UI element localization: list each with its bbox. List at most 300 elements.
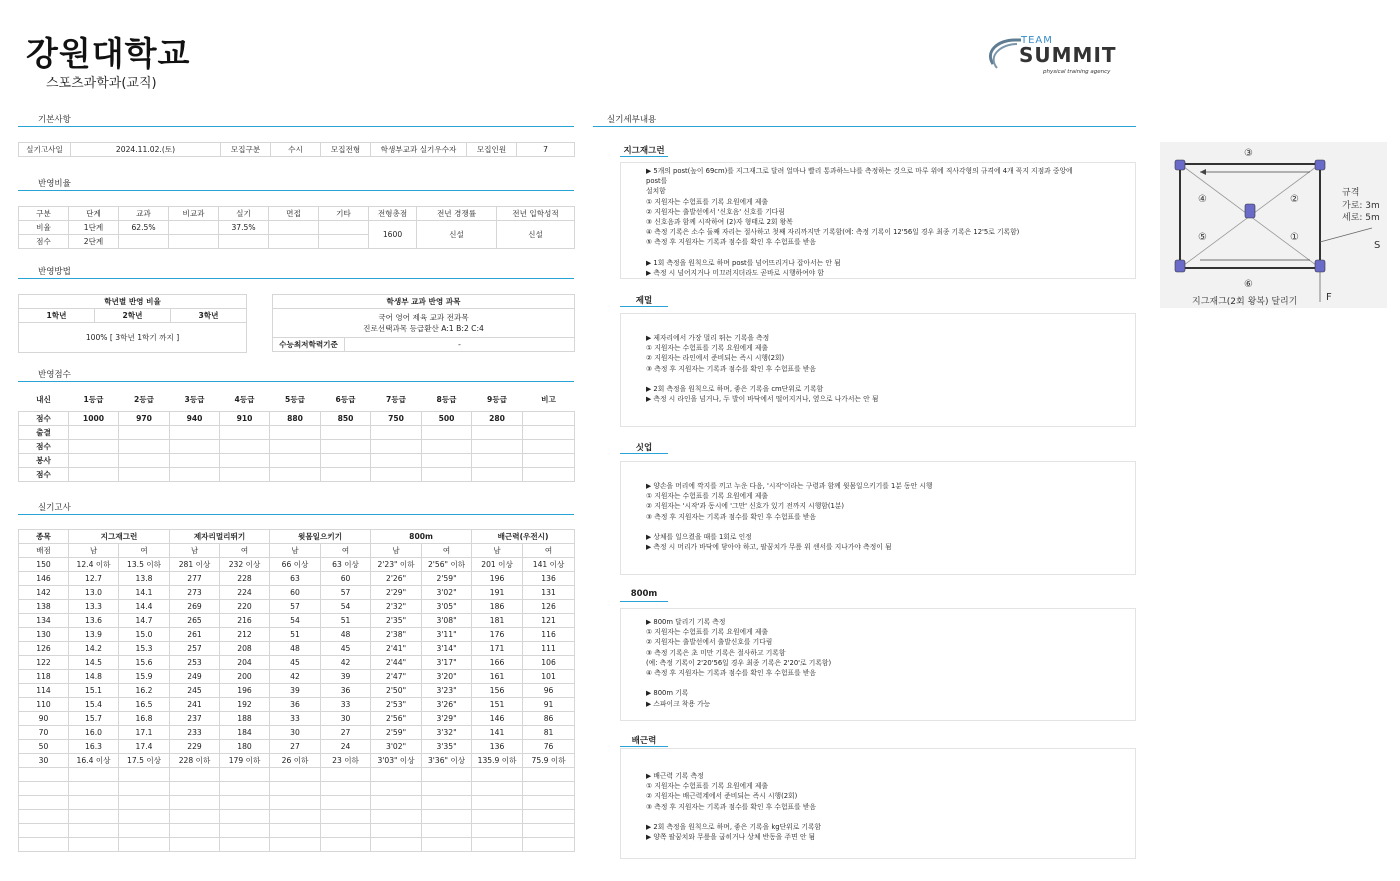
score-cell — [69, 439, 119, 453]
exam-cell: 233 — [170, 726, 220, 740]
diagram-spec-title: 규격 — [1342, 188, 1360, 198]
score-cell — [371, 425, 422, 439]
exam-empty-cell — [523, 782, 575, 796]
exam-cell: 12.7 — [69, 572, 119, 586]
ratio-row — [19, 221, 575, 235]
detail-line: post를 — [646, 177, 668, 186]
ratio-grade: 신설 — [497, 221, 575, 249]
detail-line: ① 지원자는 수험표를 기록 요원에게 제출 — [646, 492, 768, 501]
score-header: 5등급 — [285, 395, 305, 405]
exam-row — [19, 754, 575, 768]
exam-cell: 23 이하 — [321, 754, 371, 768]
exam-cell: 90 — [19, 712, 69, 726]
ratio-header: 전년 입학성적 — [497, 207, 575, 221]
diagram-spec-height: 세로: 5m — [1342, 213, 1380, 223]
score-cell — [422, 425, 472, 439]
exam-empty-cell — [119, 782, 170, 796]
exam-cell: 3'08" — [422, 614, 472, 628]
basic-quota: 7 — [517, 143, 575, 157]
ratio-header: 전형총점 — [369, 207, 417, 221]
detail-line: ① 지원자는 수험표를 기록 요원에게 제출 — [646, 628, 768, 637]
exam-sub-header: 남 — [371, 544, 422, 558]
exam-empty-cell — [69, 838, 119, 852]
exam-empty-cell — [119, 838, 170, 852]
score-cell: 봉사 — [19, 453, 69, 467]
exam-empty-cell — [270, 810, 321, 824]
exam-empty-cell — [119, 810, 170, 824]
exam-empty-cell — [472, 782, 523, 796]
exam-cell: 3'02" — [422, 586, 472, 600]
exam-cell: 224 — [220, 586, 270, 600]
exam-cell: 281 이상 — [170, 558, 220, 572]
method-subjects: 국어 영어 제육 교과 전과목 — [378, 313, 469, 322]
exam-cell: 3'35" — [422, 740, 472, 754]
exam-cell: 101 — [523, 670, 575, 684]
exam-cell: 3'20" — [422, 670, 472, 684]
exam-sub-header: 여 — [321, 544, 371, 558]
department-subtitle: 스포츠과학과(교직) — [46, 76, 157, 91]
exam-empty-cell — [422, 796, 472, 810]
ratio-cell — [169, 221, 219, 235]
exam-cell: 13.6 — [69, 614, 119, 628]
exam-cell: 142 — [19, 586, 69, 600]
exam-event-row — [19, 530, 575, 544]
score-cell — [321, 425, 371, 439]
ratio-cell: 비율 — [19, 221, 69, 235]
exam-cell: 16.2 — [119, 684, 170, 698]
diagram-finish-label: F — [1326, 292, 1332, 303]
basic-label-track: 모집전형 — [321, 143, 371, 157]
exam-cell: 15.4 — [69, 698, 119, 712]
exam-empty-cell — [220, 838, 270, 852]
exam-sub-header: 여 — [523, 544, 575, 558]
exam-empty-cell — [119, 796, 170, 810]
exam-empty-cell — [371, 782, 422, 796]
exam-cell: 48 — [321, 628, 371, 642]
method-csat-value: - — [345, 338, 575, 352]
method-year-table — [18, 294, 247, 353]
exam-empty-cell — [523, 824, 575, 838]
exam-cell: 2'23" 이하 — [371, 558, 422, 572]
exam-empty-cell — [220, 824, 270, 838]
logo-name-text: SUMMIT — [1019, 43, 1117, 67]
exam-empty-cell — [19, 782, 69, 796]
detail-line: ⑤ 측정 후 지원자는 기록과 점수를 확인 후 수험표를 받음 — [646, 238, 816, 247]
detail-line: ▶ 측정 시 머리가 바닥에 닿아야 하고, 팔꿈치가 무릎 위 센서를 지나가야 측정이 됨 — [646, 543, 892, 552]
exam-empty-cell — [170, 782, 220, 796]
detail-line: ④ 측정 기록은 소수 둘째 자리는 절사하고 첫째 자리까지만 기록함(예: 측정 기록이 12'56일 경우 최종 기록은 12'5로 기록함) — [646, 228, 1020, 237]
ratio-cell: 1단계 — [69, 221, 119, 235]
exam-cell: 15.1 — [69, 684, 119, 698]
exam-sub-row — [19, 544, 575, 558]
section-basic: 기본사항 — [18, 113, 574, 127]
logo-team-text: TEAM — [1021, 35, 1053, 46]
exam-empty-cell — [523, 810, 575, 824]
score-row — [19, 453, 575, 467]
diagram-label-5: ⑤ — [1198, 232, 1207, 243]
exam-cell: 181 — [472, 614, 523, 628]
exam-empty-cell — [220, 810, 270, 824]
university-title: 강원대학교 — [26, 34, 191, 73]
exam-cell: 30 — [19, 754, 69, 768]
diagram-spec-width: 가로: 3m — [1342, 201, 1380, 211]
exam-empty-cell — [321, 838, 371, 852]
score-cell — [523, 467, 575, 481]
logo-tagline-text: physical training agency — [1043, 69, 1111, 75]
exam-cell: 63 이상 — [321, 558, 371, 572]
score-cell: 850 — [321, 411, 371, 425]
exam-row — [19, 642, 575, 656]
detail-title: 배근력 — [620, 734, 668, 747]
exam-cell: 63 — [270, 572, 321, 586]
exam-empty-row — [19, 810, 575, 824]
basic-label-date: 실기고사일 — [19, 143, 71, 157]
basic-table — [18, 142, 575, 157]
exam-cell: 161 — [472, 670, 523, 684]
score-cell — [170, 439, 220, 453]
exam-cell: 131 — [523, 586, 575, 600]
exam-cell: 179 이하 — [220, 754, 270, 768]
ratio-cell — [269, 221, 319, 235]
exam-cell: 3'05" — [422, 600, 472, 614]
exam-cell: 2'29" — [371, 586, 422, 600]
diagram-label-3: ③ — [1244, 148, 1253, 159]
ratio-header: 교과 — [119, 207, 169, 221]
exam-cell: 45 — [270, 656, 321, 670]
detail-line: ① 지원자는 수험표를 기록 요원에게 제출 — [646, 782, 768, 791]
ratio-cell — [319, 235, 369, 249]
exam-cell: 3'23" — [422, 684, 472, 698]
detail-line: ③ 측정 후 지원자는 기록과 점수를 확인 후 수험표를 받음 — [646, 512, 816, 521]
exam-cell: 2'50" — [371, 684, 422, 698]
exam-empty-cell — [371, 838, 422, 852]
exam-cell: 3'36" 이상 — [422, 754, 472, 768]
exam-cell: 228 이하 — [170, 754, 220, 768]
score-cell: 점수 — [19, 411, 69, 425]
detail-text — [646, 481, 1134, 552]
exam-cell: 42 — [270, 670, 321, 684]
exam-cell: 2'35" — [371, 614, 422, 628]
score-cell: 940 — [170, 411, 220, 425]
exam-cell: 3'29" — [422, 712, 472, 726]
exam-cell: 36 — [270, 698, 321, 712]
ratio-header: 단계 — [69, 207, 119, 221]
exam-cell: 186 — [472, 600, 523, 614]
score-cell — [371, 467, 422, 481]
score-cell — [321, 453, 371, 467]
exam-table — [18, 529, 575, 852]
exam-cell: 138 — [19, 600, 69, 614]
ratio-table — [18, 206, 575, 249]
score-cell — [422, 453, 472, 467]
exam-cell: 60 — [321, 572, 371, 586]
exam-cell: 39 — [321, 670, 371, 684]
exam-event-header: 제자리멀리뛰기 — [170, 530, 270, 544]
exam-cell: 121 — [523, 614, 575, 628]
exam-row — [19, 558, 575, 572]
exam-cell: 269 — [170, 600, 220, 614]
exam-cell: 54 — [321, 600, 371, 614]
detail-line: 설치함 — [646, 187, 666, 196]
exam-cell: 166 — [472, 656, 523, 670]
exam-cell: 150 — [19, 558, 69, 572]
exam-empty-cell — [170, 824, 220, 838]
exam-sub-header: 여 — [422, 544, 472, 558]
exam-cell: 110 — [19, 698, 69, 712]
exam-cell: 114 — [19, 684, 69, 698]
ratio-cell — [169, 235, 219, 249]
exam-cell: 257 — [170, 642, 220, 656]
exam-empty-cell — [119, 824, 170, 838]
detail-line: ① 지원자는 수험표를 기록 요원에게 제출 — [646, 344, 768, 353]
exam-cell: 24 — [321, 740, 371, 754]
score-cell — [523, 453, 575, 467]
score-table — [18, 389, 575, 482]
score-row — [19, 467, 575, 481]
score-header: 3등급 — [184, 395, 205, 405]
method-ratio-text: 100% [ 3학년 1학기 까지 ] — [19, 323, 247, 353]
exam-empty-cell — [170, 768, 220, 782]
detail-line: ▶ 2회 측정을 원칙으로 하며, 좋은 기록을 cm단위로 기록함 — [646, 384, 824, 393]
section-score: 반영점수 — [18, 368, 574, 382]
exam-cell: 13.5 이하 — [119, 558, 170, 572]
exam-cell: 26 이하 — [270, 754, 321, 768]
ratio-cell: 62.5% — [119, 221, 169, 235]
detail-line: ② 지원자는 라인에서 준비되는 즉시 시행(2회) — [646, 354, 785, 363]
score-cell — [220, 439, 270, 453]
exam-cell: 2'53" — [371, 698, 422, 712]
method-year: 3학년 — [171, 309, 247, 323]
exam-cell: 2'32" — [371, 600, 422, 614]
score-header: 비고 — [541, 395, 556, 405]
exam-cell: 15.7 — [69, 712, 119, 726]
exam-cell: 13.0 — [69, 586, 119, 600]
exam-empty-row — [19, 824, 575, 838]
basic-row — [19, 143, 575, 157]
exam-cell: 17.1 — [119, 726, 170, 740]
exam-cell: 14.1 — [119, 586, 170, 600]
score-header: 내신 — [36, 395, 51, 405]
exam-empty-cell — [523, 838, 575, 852]
exam-empty-cell — [321, 768, 371, 782]
exam-row — [19, 684, 575, 698]
exam-cell: 3'26" — [422, 698, 472, 712]
exam-cell: 42 — [321, 656, 371, 670]
exam-cell: 200 — [220, 670, 270, 684]
exam-cell: 3'11" — [422, 628, 472, 642]
exam-sub-header: 여 — [119, 544, 170, 558]
exam-empty-cell — [371, 768, 422, 782]
exam-empty-cell — [69, 782, 119, 796]
score-header: 9등급 — [487, 395, 507, 405]
exam-cell: 30 — [321, 712, 371, 726]
detail-line: ▶ 스파이크 착용 가능 — [646, 699, 711, 708]
detail-line: ▶ 상체를 일으켰을 때를 1회로 인정 — [646, 532, 752, 541]
exam-empty-row — [19, 838, 575, 852]
exam-cell: 191 — [472, 586, 523, 600]
exam-cell: 96 — [523, 684, 575, 698]
detail-line: ④ 측정 후 지원자는 기록과 점수를 확인 후 수험표를 받음 — [646, 668, 816, 677]
exam-cell: 14.4 — [119, 600, 170, 614]
exam-cell: 2'56" 이하 — [422, 558, 472, 572]
exam-cell: 3'03" 이상 — [371, 754, 422, 768]
basic-date: 2024.11.02.(토) — [71, 143, 221, 157]
score-cell — [220, 453, 270, 467]
diagram-start-label: S — [1374, 240, 1381, 251]
detail-line — [646, 812, 1134, 822]
score-cell — [220, 425, 270, 439]
exam-cell: 2'26" — [371, 572, 422, 586]
exam-cell: 39 — [270, 684, 321, 698]
detail-line: ② 지원자는 '시작'과 동시에 '그만' 신호가 있기 전까지 시행함(1분) — [646, 502, 845, 511]
exam-cell: 134 — [19, 614, 69, 628]
exam-empty-cell — [371, 796, 422, 810]
score-cell: 750 — [371, 411, 422, 425]
exam-empty-cell — [270, 838, 321, 852]
exam-cell: 241 — [170, 698, 220, 712]
exam-cell: 14.7 — [119, 614, 170, 628]
ratio-cell — [269, 235, 319, 249]
detail-line: ▶ 배근력 기록 측정 — [646, 772, 704, 780]
exam-cell: 33 — [270, 712, 321, 726]
exam-cell: 13.9 — [69, 628, 119, 642]
score-cell — [472, 453, 523, 467]
detail-line: ▶ 1회 측정을 원칙으로 하며 post를 넘어뜨리거나 잡아서는 안 됨 — [646, 258, 841, 267]
exam-cell: 180 — [220, 740, 270, 754]
detail-line: ▶ 측정 시 라인을 넘거나, 두 발이 바닥에서 떨어지거나, 옆으로 나가서는 안 됨 — [646, 395, 879, 404]
exam-cell: 16.4 이상 — [69, 754, 119, 768]
exam-cell: 13.3 — [69, 600, 119, 614]
score-cell: 출결 — [19, 425, 69, 439]
ratio-total: 1600 — [369, 221, 417, 249]
exam-cell: 136 — [472, 740, 523, 754]
exam-cell: 16.8 — [119, 712, 170, 726]
exam-empty-cell — [321, 824, 371, 838]
exam-sub-header: 남 — [270, 544, 321, 558]
score-cell — [472, 439, 523, 453]
exam-row — [19, 740, 575, 754]
exam-cell: 50 — [19, 740, 69, 754]
exam-cell: 228 — [220, 572, 270, 586]
method-csat-label: 수능최저학력기준 — [273, 338, 345, 352]
score-cell — [472, 425, 523, 439]
exam-cell: 201 이상 — [472, 558, 523, 572]
exam-cell: 54 — [270, 614, 321, 628]
exam-empty-cell — [220, 782, 270, 796]
exam-row — [19, 712, 575, 726]
exam-empty-cell — [371, 810, 422, 824]
exam-cell: 51 — [321, 614, 371, 628]
basic-label-type: 모집구분 — [221, 143, 271, 157]
ratio-cell — [219, 235, 269, 249]
section-exam: 실기고사 — [18, 501, 574, 515]
exam-cell: 196 — [220, 684, 270, 698]
exam-cell: 12.4 이하 — [69, 558, 119, 572]
ratio-header: 기타 — [319, 207, 369, 221]
diagram-label-1: ① — [1290, 232, 1299, 243]
score-cell: 점수 — [19, 439, 69, 453]
score-header: 2등급 — [134, 395, 154, 405]
ratio-header: 구분 — [19, 207, 69, 221]
detail-line: ▶ 양손을 머리에 깍지를 끼고 누운 다음, '시작'이라는 구령과 함께 윗몸일으키기를 1분 동안 시행 — [646, 482, 933, 490]
detail-line: ③ 신호음과 함께 시작하여 (2)자 형태로 2회 왕복 — [646, 217, 793, 226]
exam-cell: 212 — [220, 628, 270, 642]
exam-cell: 188 — [220, 712, 270, 726]
detail-text — [646, 771, 1134, 842]
score-cell — [69, 453, 119, 467]
score-cell — [422, 467, 472, 481]
exam-cell: 156 — [472, 684, 523, 698]
exam-cell: 27 — [270, 740, 321, 754]
exam-cell: 126 — [19, 642, 69, 656]
exam-sub-header: 여 — [220, 544, 270, 558]
score-cell — [523, 411, 575, 425]
zigzag-diagram — [1160, 142, 1387, 308]
score-cell — [523, 439, 575, 453]
detail-line: ▶ 2회 측정을 원칙으로 하며, 좋은 기록을 kg단위로 기록함 — [646, 822, 822, 831]
ratio-cell: 점수 — [19, 235, 69, 249]
detail-line — [646, 248, 1134, 258]
detail-line: ② 지원자는 출발선에서 출발신호를 기다림 — [646, 638, 773, 647]
diagram-label-2: ② — [1290, 194, 1299, 205]
exam-cell: 3'17" — [422, 656, 472, 670]
score-row — [19, 411, 575, 425]
exam-cell: 2'38" — [371, 628, 422, 642]
score-cell — [170, 453, 220, 467]
exam-empty-cell — [523, 768, 575, 782]
exam-cell: 192 — [220, 698, 270, 712]
score-cell: 880 — [270, 411, 321, 425]
exam-cell: 57 — [321, 586, 371, 600]
ratio-competition: 신설 — [417, 221, 497, 249]
exam-event-header: 800m — [371, 530, 472, 544]
exam-cell: 249 — [170, 670, 220, 684]
score-cell — [472, 467, 523, 481]
exam-cell: 15.3 — [119, 642, 170, 656]
exam-empty-cell — [19, 838, 69, 852]
detail-line: ② 지원자는 출발선에서 '신호음' 신호를 기다림 — [646, 207, 785, 216]
exam-cell: 30 — [270, 726, 321, 740]
exam-row — [19, 698, 575, 712]
exam-cell: 16.3 — [69, 740, 119, 754]
exam-cell: 232 이상 — [220, 558, 270, 572]
exam-empty-row — [19, 796, 575, 810]
exam-cell: 48 — [270, 642, 321, 656]
exam-cell: 146 — [19, 572, 69, 586]
exam-cell: 91 — [523, 698, 575, 712]
exam-cell: 216 — [220, 614, 270, 628]
detail-line — [646, 678, 1134, 688]
exam-row — [19, 656, 575, 670]
basic-track: 학생부교과 실기우수자 — [371, 143, 467, 157]
score-cell — [371, 439, 422, 453]
exam-empty-cell — [472, 810, 523, 824]
exam-row — [19, 572, 575, 586]
score-row — [19, 439, 575, 453]
exam-empty-cell — [170, 810, 220, 824]
method-year: 2학년 — [95, 309, 171, 323]
detail-text — [646, 166, 1134, 278]
exam-empty-cell — [19, 796, 69, 810]
method-year: 1학년 — [19, 309, 95, 323]
exam-cell: 66 이상 — [270, 558, 321, 572]
exam-cell: 17.4 — [119, 740, 170, 754]
exam-cell: 2'47" — [371, 670, 422, 684]
exam-empty-row — [19, 768, 575, 782]
exam-cell: 2'56" — [371, 712, 422, 726]
exam-cell: 14.8 — [69, 670, 119, 684]
exam-row — [19, 600, 575, 614]
